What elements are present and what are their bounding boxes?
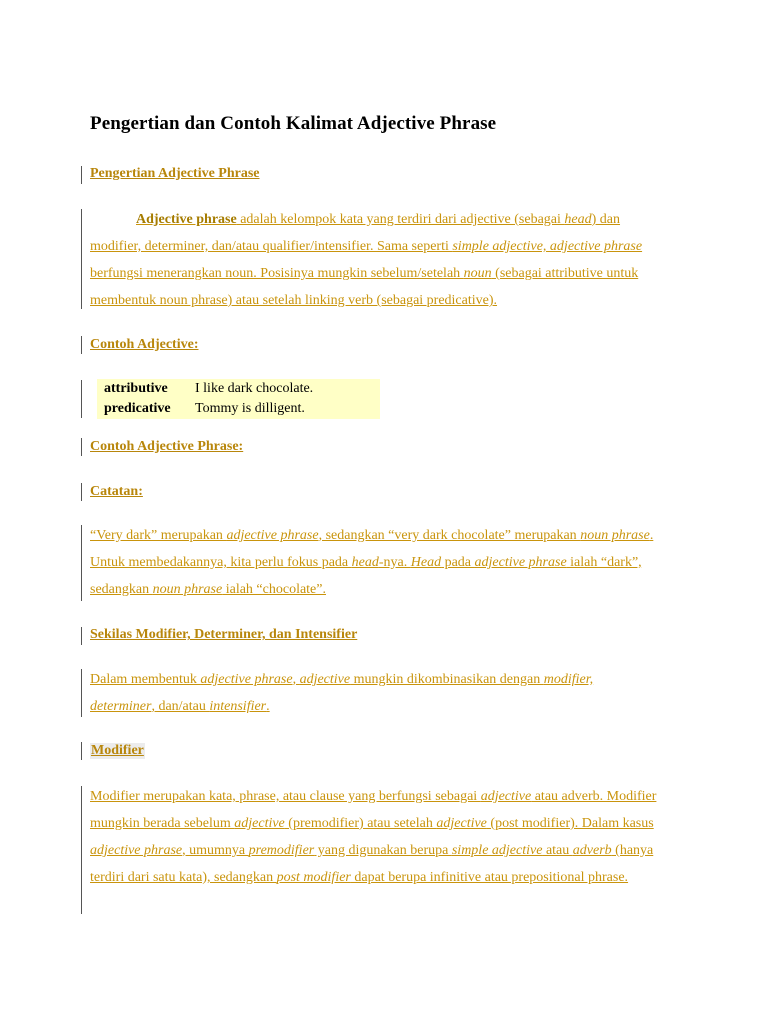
revision-bar [81, 166, 82, 184]
revision-bar [81, 336, 82, 354]
heading-contoh-adjective: Contoh Adjective: [90, 337, 199, 352]
text-run: , [292, 672, 300, 687]
text-run: ialah “chocolate”. [222, 582, 326, 597]
text-run: atau [542, 843, 573, 858]
text-run: “Very dark” merupakan [90, 528, 227, 543]
text-run: ialah “dark”, sedangkan [90, 555, 642, 597]
italic-run: adverb [572, 843, 612, 858]
heading-catatan: Catatan: [90, 484, 143, 499]
italic-run: premodifier [248, 843, 315, 858]
paragraph-sekilas [90, 666, 650, 720]
italic-run: adjective phrase [200, 672, 293, 687]
italic-run: post modifier [276, 870, 351, 885]
text-run: . [266, 699, 270, 714]
revision-bar [81, 483, 82, 501]
italic-run: Head [410, 555, 442, 570]
paragraph-modifier [90, 783, 682, 891]
term-adjective-phrase: Adjective phrase [136, 212, 237, 227]
italic-run: adjective [480, 789, 532, 804]
examples-table [97, 379, 380, 419]
text-run: -nya. [378, 555, 411, 570]
page-title: Pengertian dan Contoh Kalimat Adjective Phrase [90, 113, 497, 134]
italic-run: adjective [299, 672, 351, 687]
text-run: dapat berupa infinitive atau prepositional phrase. [350, 870, 629, 885]
text-run: Dalam membentuk [90, 672, 201, 687]
italic-run: head [351, 555, 379, 570]
revision-bar [81, 438, 82, 456]
italic-run: intensifier [209, 699, 267, 714]
italic-run: adjective phrase [226, 528, 319, 543]
revision-bar [81, 742, 82, 760]
italic-run: simple adjective, adjective phrase [452, 239, 643, 254]
text-run: , umumnya [182, 843, 249, 858]
text-run: (hanya terdiri dari satu kata), sedangkan [90, 843, 654, 885]
italic-run: modifier, determiner [90, 672, 594, 714]
revision-bar [81, 380, 82, 418]
italic-run: noun phrase [580, 528, 650, 543]
example-value: Tommy is dilligent. [195, 401, 305, 416]
text-run: berfungsi menerangkan noun. Posisinya mungkin sebelum/setelah [90, 266, 464, 281]
text-run: (post modifier). Dalam kasus [486, 816, 654, 831]
italic-run: adjective [234, 816, 285, 831]
heading-modifier: Modifier [91, 743, 144, 758]
revision-bar [81, 209, 82, 309]
example-key: predicative [104, 401, 171, 416]
revision-bar [81, 525, 82, 601]
revision-bar [81, 627, 82, 645]
italic-run: adjective phrase [474, 555, 567, 570]
italic-run: adjective [436, 816, 487, 831]
revision-bar [81, 669, 82, 717]
text-run: . Untuk membedakannya, kita perlu fokus pada [90, 528, 654, 570]
revision-bar [81, 786, 82, 914]
text-run: , dan/atau [151, 699, 210, 714]
text-run: , sedangkan “very dark chocolate” merupakan [318, 528, 581, 543]
text-run: Modifier merupakan kata, phrase, atau clause yang berfungsi sebagai [90, 789, 481, 804]
example-key: attributive [104, 381, 168, 396]
italic-run: adjective phrase [90, 843, 183, 858]
example-value: I like dark chocolate. [195, 381, 314, 396]
text-run: pada [441, 555, 475, 570]
text-run: atau adverb. Modifier mungkin berada sebelum [90, 789, 657, 831]
italic-run: simple adjective [451, 843, 543, 858]
text-run: adalah kelompok kata yang terdiri dari adjective (sebagai [236, 212, 565, 227]
heading-pengertian: Pengertian Adjective Phrase [90, 166, 260, 181]
heading-contoh-phrase: Contoh Adjective Phrase: [90, 439, 244, 454]
text-run: yang digunakan berupa [314, 843, 452, 858]
text-run: mungkin dikombinasikan dengan [350, 672, 544, 687]
paragraph-pengertian [90, 206, 670, 314]
text-run: ) dan modifier, determiner, dan/atau qualifier/intensifier. Sama seperti [90, 212, 621, 254]
text-run: (sebagai attributive untuk membentuk noun phrase) atau setelah linking verb (sebagai predicative). [90, 266, 639, 308]
italic-run: noun [463, 266, 492, 281]
italic-run: head [564, 212, 592, 227]
heading-sekilas: Sekilas Modifier, Determiner, dan Intensifier [90, 627, 358, 642]
text-run: (premodifier) atau setelah [284, 816, 437, 831]
italic-run: noun phrase [152, 582, 223, 597]
paragraph-catatan [90, 522, 665, 603]
